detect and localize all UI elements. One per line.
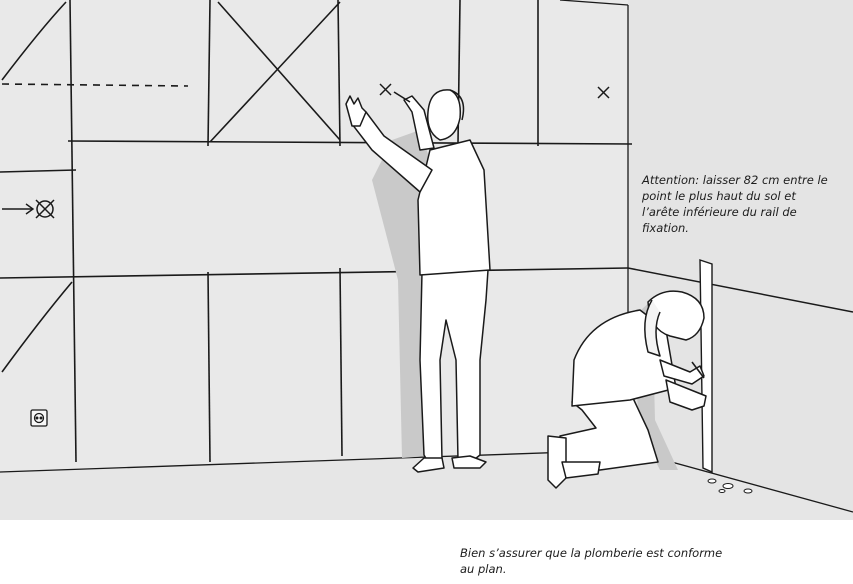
attention-note: Attention: laisser 82 cm entre le point le plus haut du sol et l’arête inférieure du rail de fixation.	[642, 173, 828, 235]
plumbing-note: Bien s’assurer que la plomberie est conforme au plan.	[460, 546, 723, 576]
wall-socket-icon	[31, 410, 47, 426]
